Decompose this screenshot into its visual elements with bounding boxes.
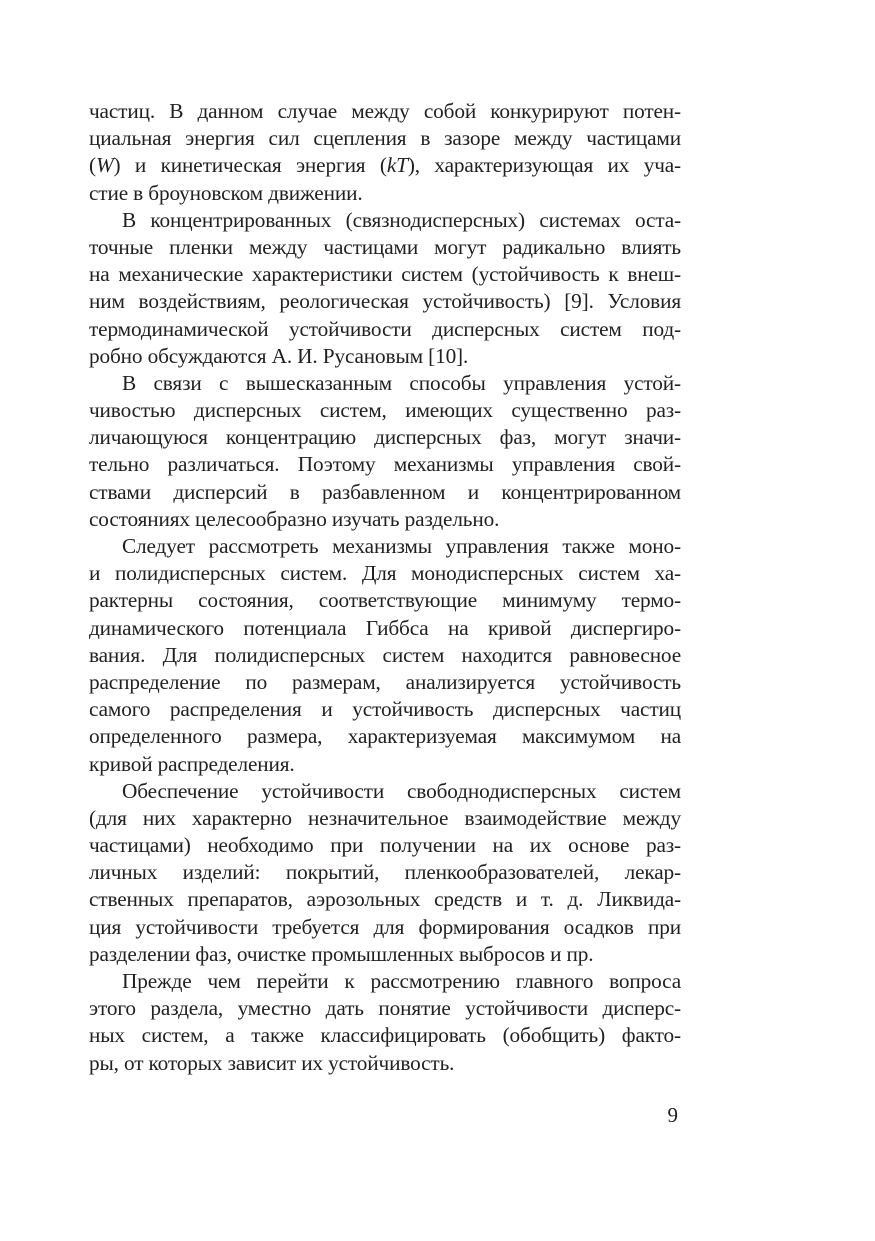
text-line: Обеспечение устойчивости свободнодисперсных систем xyxy=(122,778,681,803)
text-line: ры, от которых зависит их устойчивость. xyxy=(89,1050,455,1075)
text-line: частиц. В данном случае между собой конкурируют потен- xyxy=(89,99,681,123)
text-line: циальная энергия сил сцепления в зазоре между частицами xyxy=(89,126,681,151)
text-line: точные пленки между частицами могут радикально влиять xyxy=(89,234,681,259)
paragraph xyxy=(89,968,681,1077)
paragraph xyxy=(89,207,681,370)
text-line: личающуюся концентрацию дисперсных фаз, могут значи- xyxy=(89,425,681,450)
text-line: кривой распределения. xyxy=(89,751,295,776)
text-line: распределение по размерам, анализируется устойчивость xyxy=(89,669,681,694)
text-line: В концентрированных (связнодисперсных) системах оста- xyxy=(122,207,681,232)
text-line: ция устойчивости требуется для формирования осадков при xyxy=(89,914,681,939)
text-line: личных изделий: покрытий, пленкообразователей, лекар- xyxy=(89,860,681,885)
text-line: самого распределения и устойчивость дисперсных частиц xyxy=(89,697,681,722)
paragraph xyxy=(89,533,681,778)
text-line: рактерны состояния, соответствующие минимуму термо- xyxy=(89,588,681,613)
text-line: состояниях целесообразно изучать раздельно. xyxy=(89,506,500,531)
text-line: ных систем, а также классифицировать (обобщить) факто- xyxy=(89,1023,681,1048)
text-line: чивостью дисперсных систем, имеющих существенно раз- xyxy=(89,398,681,423)
text-line: определенного размера, характеризуемая максимумом на xyxy=(89,724,681,749)
text-line: Следует рассмотреть механизмы управления также моно- xyxy=(122,534,681,558)
text-line: (W) и кинетическая энергия (kT), характеризующая их уча- xyxy=(89,153,681,178)
text-line: В связи с вышесказанным способы управления устой- xyxy=(122,370,681,395)
paragraph xyxy=(89,370,681,533)
text-line: ственных препаратов, аэрозольных средств и т. д. Ликвида- xyxy=(89,887,681,912)
text-line: стие в броуновском движении. xyxy=(89,180,363,205)
text-line: разделении фаз, очистке промышленных выбросов и пр. xyxy=(89,941,594,966)
body-text xyxy=(89,98,681,1077)
text-line: (для них характерно незначительное взаимодействие между xyxy=(89,805,681,830)
text-line: термодинамической устойчивости дисперсных систем под- xyxy=(89,316,681,341)
text-line: Прежде чем перейти к рассмотрению главного вопроса xyxy=(122,969,681,993)
text-line: на механические характеристики систем (устойчивость к внеш- xyxy=(89,262,681,287)
text-line: динамического потенциала Гиббса на кривой диспергиро- xyxy=(89,615,681,640)
text-line: ствами дисперсий в разбавленном и концентрированном xyxy=(89,479,681,504)
text-line: вания. Для полидисперсных систем находится равновесное xyxy=(89,642,681,667)
paragraph xyxy=(89,98,681,207)
text-line: робно обсуждаются А. И. Русановым [10]. xyxy=(89,343,469,368)
text-line: частицами) необходимо при получении на их основе раз- xyxy=(89,833,681,858)
text-line: этого раздела, уместно дать понятие устойчивости дисперс- xyxy=(89,996,681,1021)
text-line: тельно различаться. Поэтому механизмы управления свой- xyxy=(89,452,681,477)
text-line: и полидисперсных систем. Для монодисперсных систем ха- xyxy=(89,561,681,586)
paragraph xyxy=(89,778,681,968)
text-line: ним воздействиям, реологическая устойчивость) [9]. Условия xyxy=(89,289,681,314)
page-number: 9 xyxy=(667,1103,678,1127)
